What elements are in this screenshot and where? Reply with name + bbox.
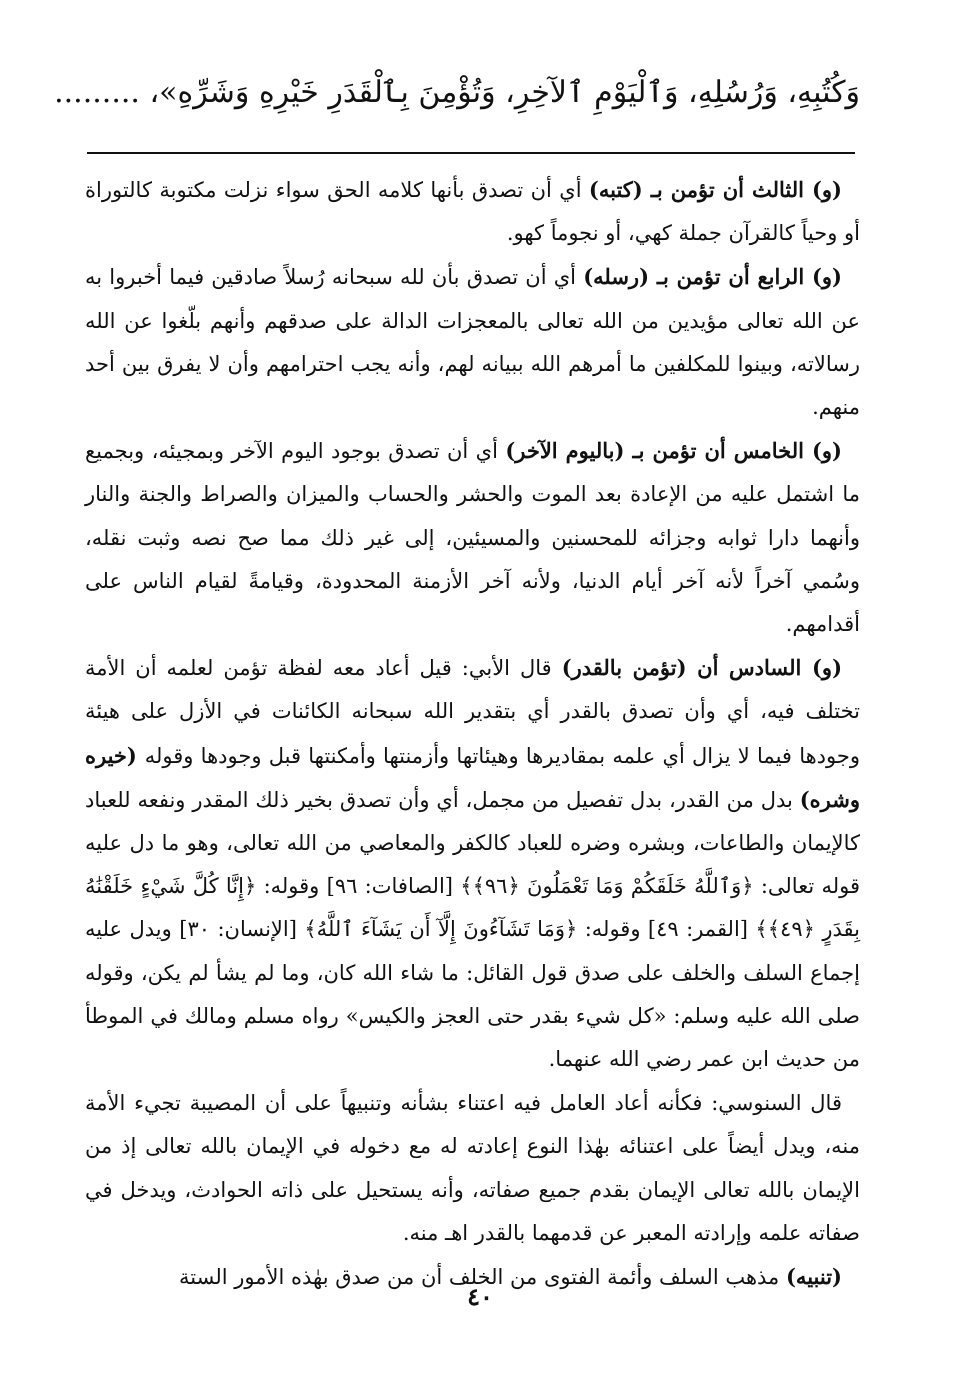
section-divider (87, 152, 855, 154)
paragraph-text-continued: بدل من القدر، بدل تفصيل من مجمل، أي وأن تصدق بخير ذلك المقدر ونفعه للعباد كالإيمان والطاعات، وبشره وضره للعباد كالكفر والمعاصي من الله تعالى، وهو ما دل عليه قوله تعالى: ﴿وَٱللَّهُ خَلَقَكُمْ وَمَا تَعْمَلُونَ ﴿٩٦﴾﴾ [الصافات: ٩٦] وقوله: ﴿إِنَّا كُلَّ شَيْءٍ خَلَقْنَٰهُ بِقَدَرٍ ﴿٤٩﴾﴾ [القمر: ٤٩] وقوله: ﴿وَمَا تَشَآءُونَ إِلَّآ أَن يَشَآءَ ٱللَّهُ﴾ [الإنسان: ٣٠] ويدل عليه إجماع السلف والخلف على صدق قول القائل: ما شاء الله كان، وما لم يشأ لم يكن، وقوله صلى الله عليه وسلم: «كل شيء بقدر حتى العجز والكيس» رواه مسلم ومالك في الموطأ من حديث ابن عمر رضي الله عنهما. (85, 787, 860, 1072)
paragraph-lead: (و) السادس أن (تؤمن بالقدر) (561, 655, 843, 681)
paragraph-lead: (و) الثالث أن تؤمن بـ (كتبه) (588, 177, 842, 202)
hadith-verse-line: وَكُتُبِهِ، وَرُسُلِهِ، وَٱلْيَوْمِ ٱلآخِرِ، وَتُؤْمِنَ بِٱلْقَدَرِ خَيْرِهِ وَشَرِّهِ»، ......... (54, 75, 860, 110)
paragraph-lead: (تنبيه) (786, 1264, 842, 1290)
paragraph-decree (85, 646, 860, 1081)
paragraph-text: أي أن تصدق بأن لله سبحانه رُسلاً صادقين فيما أخبروا به عن الله تعالى مؤيدين من الله تعالى بالمعجزات الدالة على صدقهم وأنهم بلّغوا عن الله رسالاته، وبينوا للمكلفين ما أمرهم الله ببيانه لهم، وأنه يجب احترامهم وأن لا يفرق بين أحد منهم. (85, 265, 860, 420)
paragraph-last-day (85, 429, 860, 646)
paragraph-bold-phrase: (خيره وشره) (85, 742, 860, 812)
paragraph-lead: (و) الرابع أن تؤمن بـ (رسله) (583, 264, 842, 290)
paragraph-text: أي أن تصدق بأنها كلامه الحق سواء نزلت مكتوبة كالتوراة أو وحياً كالقرآن جملة كهي، أو نجوماً كهو. (85, 178, 860, 246)
paragraph-books (85, 168, 860, 255)
paragraph-messengers (85, 255, 860, 429)
commentary-body (85, 168, 860, 1290)
page-number: ٤٠ (467, 1282, 493, 1311)
paragraph-sanusi (85, 1081, 860, 1255)
paragraph-text: مذهب السلف وأئمة الفتوى من الخلف أن من صدق بهٰذه الأمور الستة (179, 1265, 786, 1290)
paragraph-lead: (و) الخامس أن تؤمن بـ (باليوم الآخر) (505, 438, 842, 464)
paragraph-text: أي أن تصدق بوجود اليوم الآخر وبمجيئه، وبجميع ما اشتمل عليه من الإعادة بعد الموت والحشر والحساب والميزان والصراط والجنة والنار وأنهما دارا ثوابه وجزائه للمحسنين والمسيئين، إلى غير ذلك مما صح نصه وثبت نقله، وسُمي آخراً لأنه آخر أيام الدنيا، ولأنه آخر الأزمنة المحدودة، وقيامةً لقيام الناس على أقدامهم. (85, 439, 860, 637)
paragraph-text: قال السنوسي: فكأنه أعاد العامل فيه اعتناء بشأنه وتنبيهاً على أن المصيبة تجيء الأمة منه، ويدل أيضاً على اعتنائه بهٰذا النوع إعادته له مع دخوله في الإيمان بالله تعالى إذ من الإيمان بالله تعالى الإيمان بقدم جميع صفاته، وأنه يستحيل على ذاته الحوادث، ويدخل في صفاته علمه وإرادته المعبر عن قدمهما بالقدر اهـ منه. (85, 1091, 860, 1245)
paragraph-text: قال الأبي: قيل أعاد معه لفظة تؤمن لعلمه أن الأمة تختلف فيه، أي وأن تصدق بالقدر أي بتقدير الله سبحانه الكائنات في الأزل على هيئة وجودها فيما لا يزال أي علمه بمقاديرها وهيئاتها وأزمنتها وأمكنتها قبل وجودها وقوله (85, 656, 860, 768)
